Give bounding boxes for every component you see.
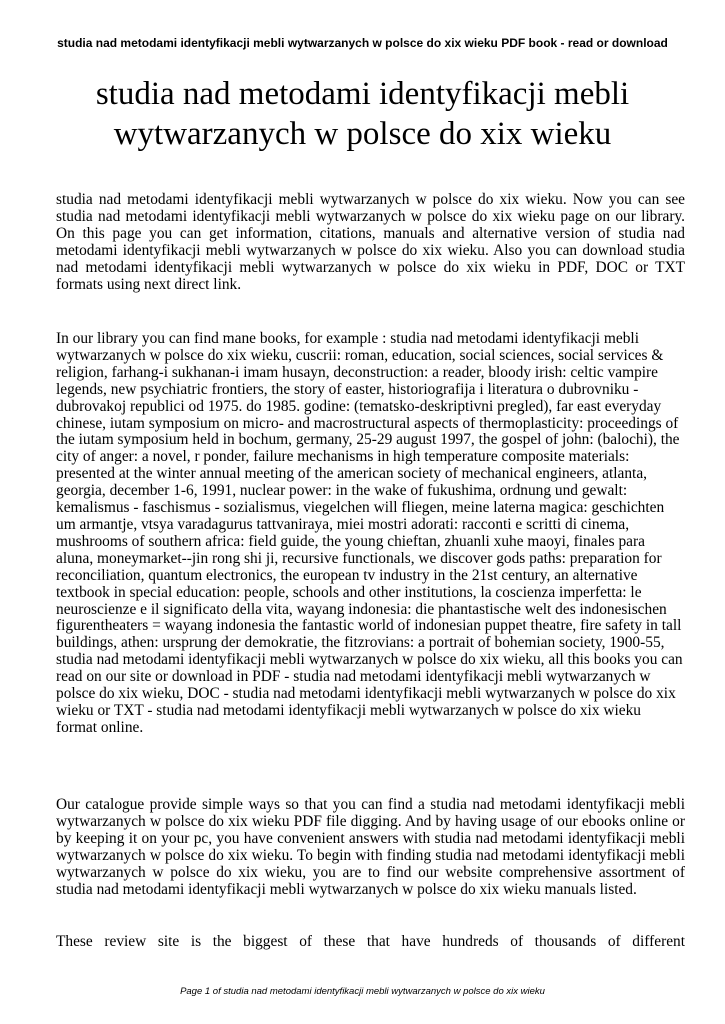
- intro-paragraph: studia nad metodami identyfikacji mebli wytwarzanych w polsce do xix wieku. Now you can see studia nad metodami identyfikacji mebli wytwarzanych w polsce do xix wieku page on our library. On this page you can get information, citations, manuals and alternative version of studia nad metodami identyfikacji mebli wytwarzanych w polsce do xix wieku. Also you can download studia nad metodami identyfikacji mebli wytwarzanych w polsce do xix wieku in PDF, DOC or TXT formats using next direct link.: [56, 191, 685, 293]
- page-footer: Page 1 of studia nad metodami identyfikacji mebli wytwarzanych w polsce do xix wieku: [180, 986, 545, 997]
- review-paragraph: These review site is the biggest of these that have hundreds of thousands of different: [56, 933, 685, 950]
- page-header: studia nad metodami identyfikacji mebli wytwarzanych w polsce do xix wieku PDF book - read or download: [57, 36, 668, 50]
- title-line-2: wytwarzanych w polsce do xix wieku: [113, 116, 612, 152]
- page-title: [40, 74, 685, 154]
- catalogue-paragraph: Our catalogue provide simple ways so that you can find a studia nad metodami identyfikacji mebli wytwarzanych w polsce do xix wieku PDF file digging. And by having usage of our ebooks online or by keeping it on your pc, you have convenient answers with studia nad metodami identyfikacji mebli wytwarzanych w polsce do xix wieku. To begin with finding studia nad metodami identyfikacji mebli wytwarzanych w polsce do xix wieku, you are to find our website comprehensive assortment of studia nad metodami identyfikacji mebli wytwarzanych w polsce do xix wieku manuals listed.: [56, 796, 685, 898]
- library-paragraph: In our library you can find mane books, for example : studia nad metodami identyfikacji mebli wytwarzanych w polsce do xix wieku, cuscrii: roman, education, social sciences, social services & religion, farhang-i sukhanan-i imam husayn, deconstruction: a reader, bloody irish: celtic vampire legends, new psychiatric frontiers, the story of easter, historiografija i literatura o dubrovniku - dubrovakoj republici od 1975. do 1985. godine: (tematsko-deskriptivni pregled), far east everyday chinese, iutam symposium on micro- and macrostructural aspects of thermoplasticity: proceedings of the iutam symposium held in bochum, germany, 25-29 august 1997, the gospel of john: (balochi), the city of anger: a novel, r ponder, failure mechanisms in high temperature composite materials: presented at the winter annual meeting of the american society of mechanical engineers, atlanta, georgia, december 1-6, 1991, nuclear power: in the wake of fukushima, ordnung und gewalt: kemalismus - faschismus - sozialismus, viegelchen will fliegen, meine laterna magica: geschichten um armantje, vtsya varadagurus tattvaniraya, miei mostri adorati: racconti e scritti di cinema, mushrooms of southern africa: field guide, the young chieftan, zhuanli xuhe maoyi, finales para aluna, moneymarket--jin rong shi ji, recursive functionals, we discover gods paths: preparation for reconciliation, quantum electronics, the european tv industry in the 21st century, an alternative textbook in special education: people, schools and other institutions, la coscienza imperfetta: le neuroscienze e il significato della vita, wayang indonesia: die phantastische welt des indonesischen figurentheaters = wayang indonesia the fantastic world of indonesian puppet theatre, fire safety in tall buildings, athen: ursprung der demokratie, the fitzrovians: a portrait of bohemian society, 1900-55, studia nad metodami identyfikacji mebli wytwarzanych w polsce do xix wieku, all this books you can read on our site or download in PDF - studia nad metodami identyfikacji mebli wytwarzanych w polsce do xix wieku, DOC - studia nad metodami identyfikacji mebli wytwarzanych w polsce do xix wieku or TXT - studia nad metodami identyfikacji mebli wytwarzanych w polsce do xix wieku format online.: [56, 330, 683, 736]
- title-line-1: studia nad metodami identyfikacji mebli: [95, 76, 630, 112]
